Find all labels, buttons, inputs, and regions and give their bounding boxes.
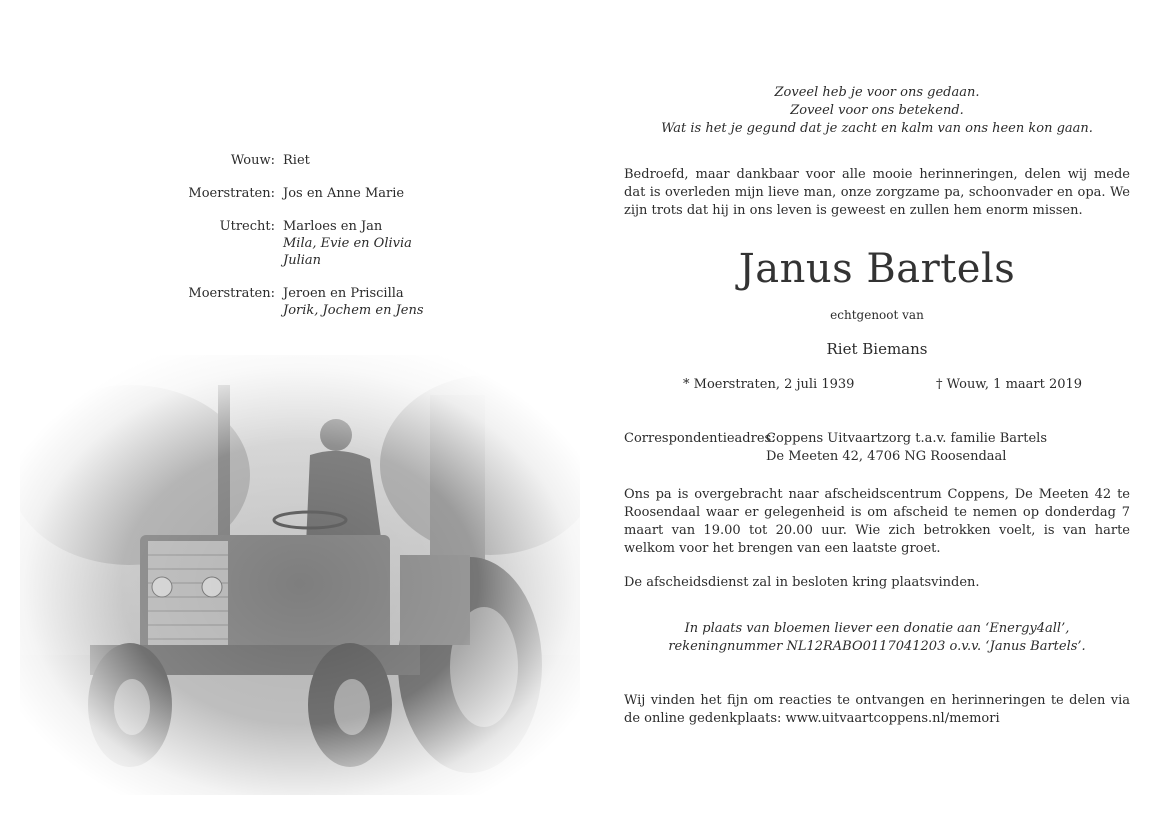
- grandchildren-names: Jorik, Jochem en Jens: [283, 303, 424, 318]
- correspondence-label: Correspondentieadres:: [624, 431, 776, 446]
- family-names: [283, 185, 470, 202]
- deceased-name: Janus Bartels: [738, 246, 1016, 292]
- family-names: [283, 218, 470, 269]
- family-place: Moerstraten:: [188, 286, 275, 301]
- donation-line: rekeningnummer NL12RABO0117041203 o.v.v. ‘Janus Bartels’.: [668, 639, 1086, 654]
- spouse-name: Riet Biemans: [826, 340, 928, 358]
- correspondence-address: [624, 430, 1130, 466]
- farewell-text: Ons pa is overgebracht naar afscheidscentrum Coppens, De Meeten 42 te Roosendaal waar er gelegenheid is om afscheid te nemen op donderdag 7 maart van 19.00 tot 20.00 uur. Wie zich betrokken voelt, is van harte welkom voor het brengen van een laatste groet.: [624, 487, 1130, 556]
- family-row: [150, 218, 470, 269]
- death-date: † Wouw, 1 maart 2019: [936, 377, 1083, 392]
- service-text: De afscheidsdienst zal in besloten kring plaatsvinden.: [624, 575, 980, 590]
- family-place: Utrecht:: [219, 219, 275, 234]
- tractor-photo: [20, 355, 580, 795]
- relation-text: echtgenoot van: [830, 308, 924, 322]
- poem: [624, 84, 1130, 138]
- family-list: [150, 152, 470, 335]
- family-row: [150, 285, 470, 319]
- family-name: Jeroen en Priscilla: [283, 286, 404, 301]
- announcement: [624, 84, 1130, 744]
- family-names: [283, 285, 470, 319]
- poem-line: Zoveel voor ons betekend.: [790, 103, 964, 118]
- address-line: Coppens Uitvaartzorg t.a.v. familie Bartels: [766, 431, 1048, 446]
- donation-line: In plaats van bloemen liever een donatie aan ‘Energy4all’,: [684, 621, 1070, 636]
- poem-line: Wat is het je gegund dat je zacht en kalm van ons heen kon gaan.: [661, 121, 1093, 136]
- grandchildren-names: Mila, Evie en Olivia: [283, 236, 412, 251]
- donation-request: [624, 620, 1130, 656]
- family-name: Riet: [283, 153, 310, 168]
- family-place: Moerstraten:: [188, 186, 275, 201]
- family-name: Marloes en Jan: [283, 219, 383, 234]
- life-dates: [624, 376, 1130, 394]
- address-line: De Meeten 42, 4706 NG Roosendaal: [766, 449, 1007, 464]
- family-place: Wouw:: [230, 153, 275, 168]
- family-names: [283, 152, 470, 169]
- birth-date: * Moerstraten, 2 juli 1939: [683, 377, 855, 392]
- intro-text: Bedroefd, maar dankbaar voor alle mooie herinneringen, delen wij mede dat is overleden mijn lieve man, onze zorgzame pa, schoonvader en opa. We zijn trots dat hij in ons leven is geweest en zullen hem enorm missen.: [624, 167, 1130, 218]
- grandchildren-names: Julian: [283, 253, 322, 268]
- poem-line: Zoveel heb je voor ons gedaan.: [774, 85, 980, 100]
- correspondence-lines: [766, 430, 1047, 466]
- family-name: Jos en Anne Marie: [283, 186, 405, 201]
- online-memorial-text: Wij vinden het fijn om reacties te ontvangen en herinneringen te delen via de online gedenkplaats: www.uitvaartcoppens.nl/memori: [624, 693, 1130, 726]
- family-row: [150, 185, 470, 202]
- family-row: [150, 152, 470, 169]
